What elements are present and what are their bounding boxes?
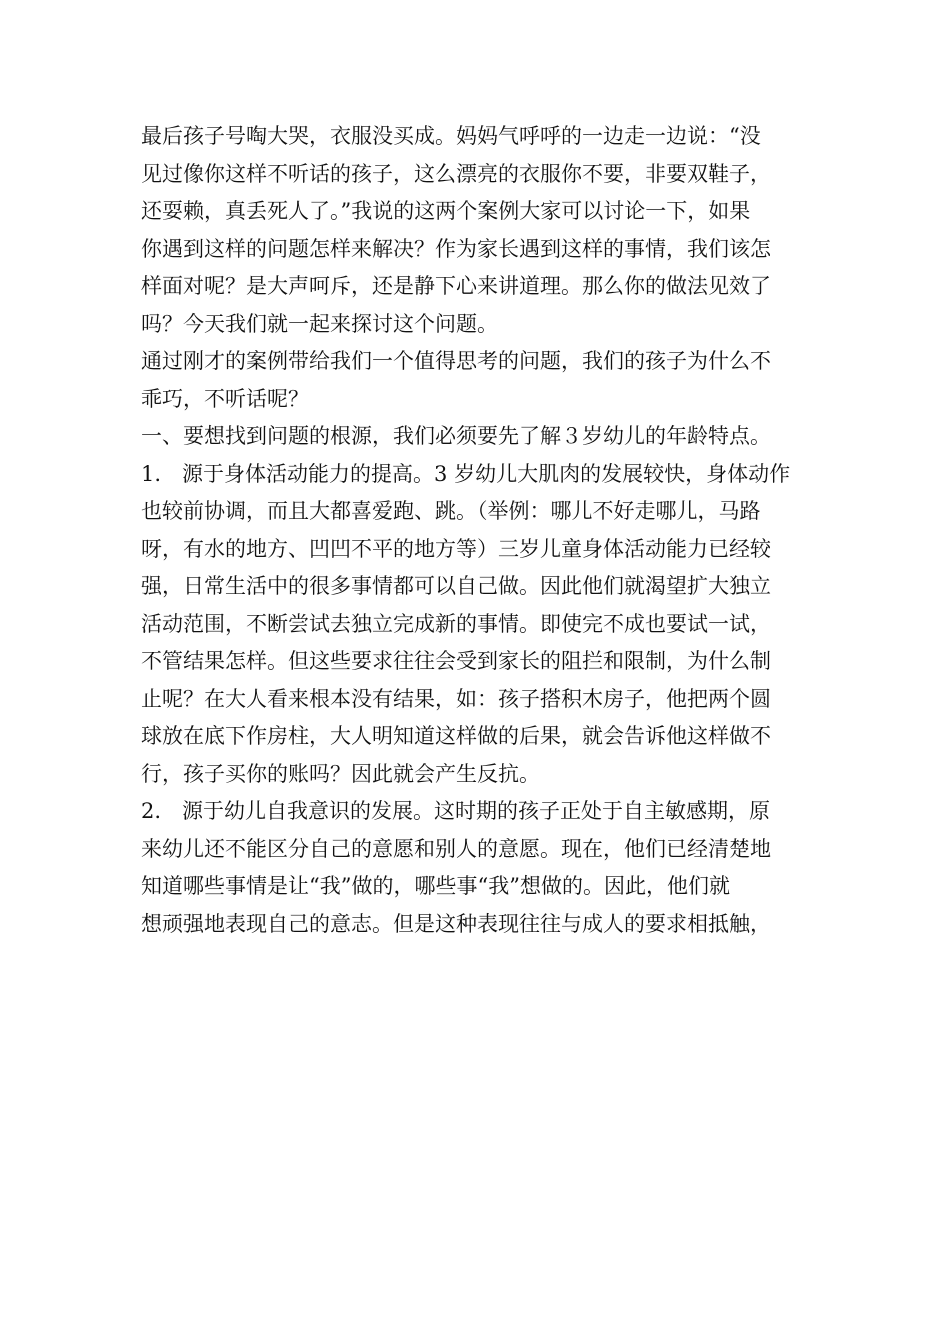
text-line: 也较前协调，而且大都喜爱跑、跳。（举例：哪儿不好走哪儿，马路 xyxy=(141,499,761,523)
section-heading: 一、要想找到问题的根源，我们必须要先了解３岁幼儿的年龄特点。 xyxy=(141,424,771,448)
text-line: 球放在底下作房柱，大人明知道这样做的后果，就会告诉他这样做不 xyxy=(141,724,771,748)
text-line: 呀，有水的地方、凹凹不平的地方等）三岁儿童身体活动能力已经较 xyxy=(141,536,771,561)
text-line: 最后孩子号啕大哭，衣服没买成。妈妈气呼呼的一边走一边说：“没 xyxy=(141,124,761,148)
text-line: 止呢？在大人看来根本没有结果，如：孩子搭积木房子，他把两个圆 xyxy=(141,686,771,711)
text-line: 强，日常生活中的很多事情都可以自己做。因此他们就渴望扩大独立 xyxy=(141,574,771,598)
text-line: 乖巧，不听话呢？ xyxy=(141,386,309,411)
text-line: 知道哪些事情是让“我”做的，哪些事“我”想做的。因此，他们就 xyxy=(141,874,730,898)
text-line: 不管结果怎样。但这些要求往往会受到家长的阻拦和限制，为什么制 xyxy=(141,649,771,673)
text-line: 活动范围，不断尝试去独立完成新的事情。即使完不成也要试一试， xyxy=(141,611,771,636)
text-line: 你遇到这样的问题怎样来解决？作为家长遇到这样的事情，我们该怎 xyxy=(141,236,771,261)
text-line: 见过像你这样不听话的孩子，这么漂亮的衣服你不要，非要双鞋子， xyxy=(141,161,771,186)
text-line: 还耍赖，真丢死人了。”我说的这两个案例大家可以讨论一下，如果 xyxy=(141,199,751,223)
text-line: 2. 源于幼儿自我意识的发展。这时期的孩子正处于自主敏感期，原 xyxy=(141,799,771,823)
text-line: 来幼儿还不能区分自己的意愿和别人的意愿。现在，他们已经清楚地 xyxy=(141,836,771,861)
text-line: 吗？今天我们就一起来探讨这个问题。 xyxy=(141,311,498,336)
text-line: 1. 源于身体活动能力的提高。3 岁幼儿大肌肉的发展较快，身体动作 xyxy=(141,461,791,486)
document-body xyxy=(141,118,825,943)
text-line: 想顽强地表现自己的意志。但是这种表现往往与成人的要求相抵触， xyxy=(141,911,771,936)
text-line: 样面对呢？是大声呵斥，还是静下心来讲道理。那么你的做法见效了 xyxy=(141,274,771,298)
text-line: 通过刚才的案例带给我们一个值得思考的问题，我们的孩子为什么不 xyxy=(141,349,771,373)
text-line: 行，孩子买你的账吗？因此就会产生反抗。 xyxy=(141,761,540,786)
